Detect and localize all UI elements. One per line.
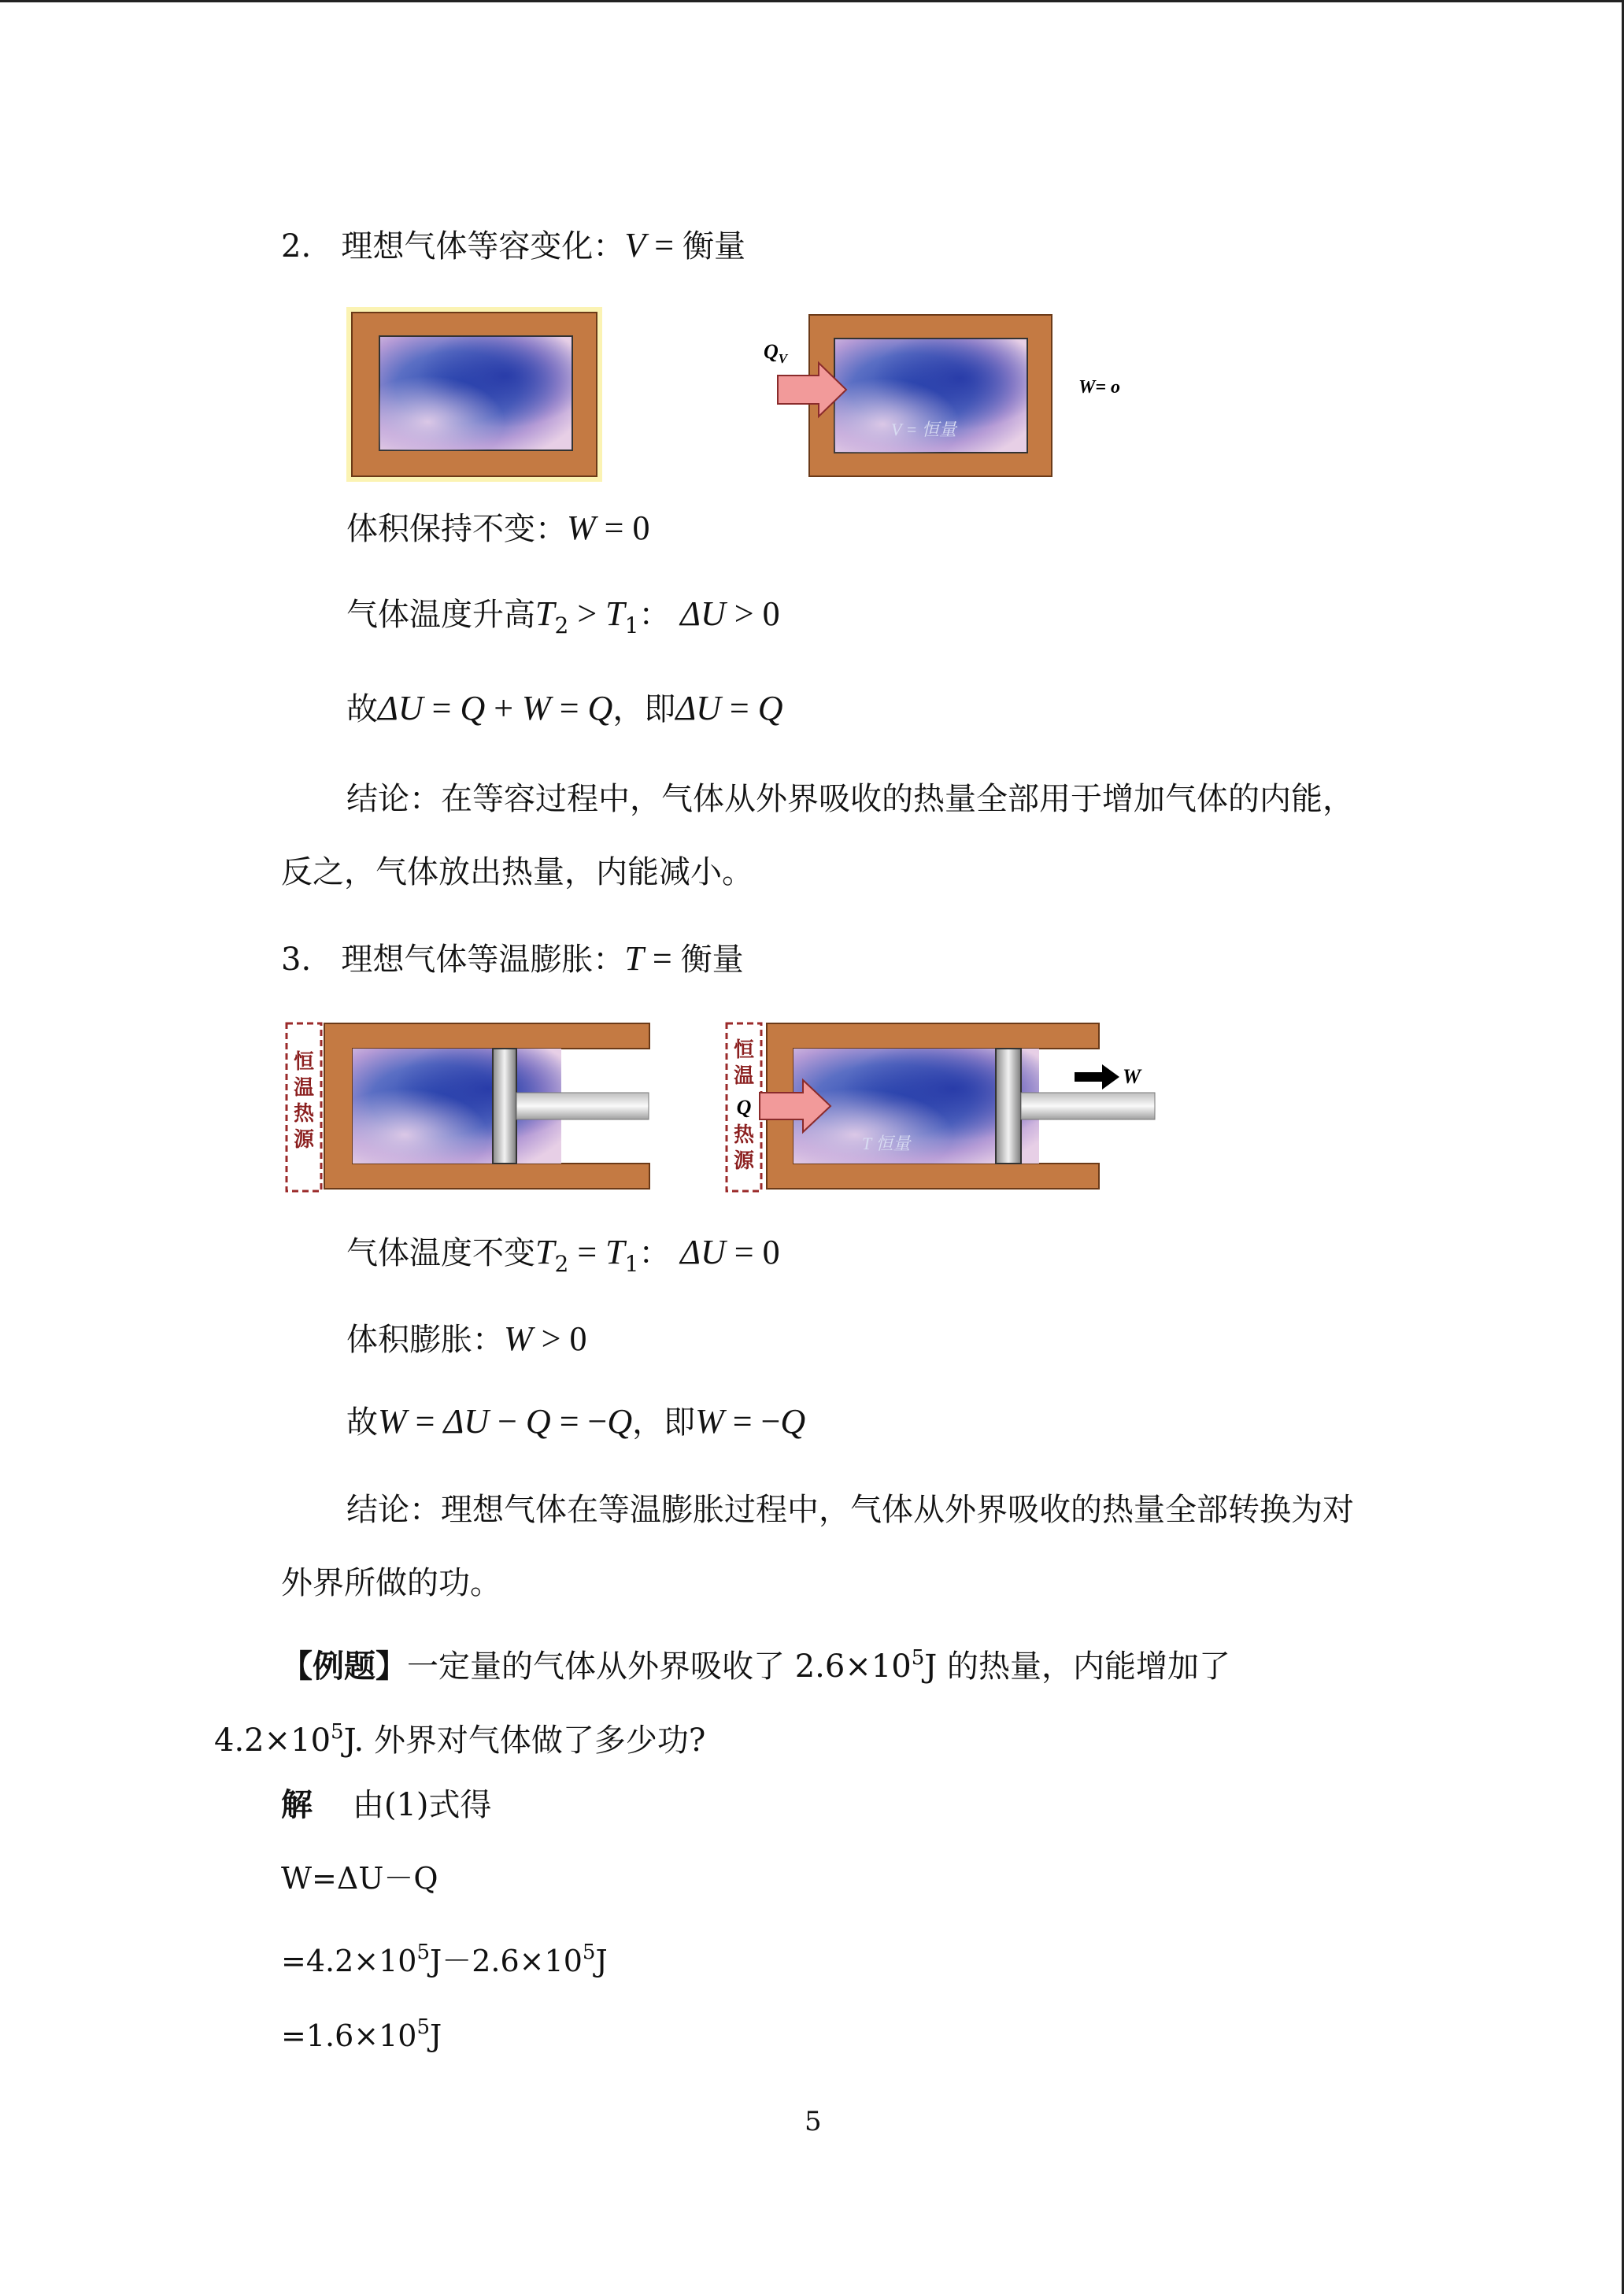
para-temp-constant xyxy=(346,1230,780,1286)
section-3-heading xyxy=(281,937,744,982)
math-var: Q xyxy=(460,689,486,727)
text: 体积膨胀： xyxy=(346,1322,504,1358)
math-var: ΔU xyxy=(680,1233,726,1271)
math-op: = − xyxy=(550,1402,608,1441)
superscript: 5 xyxy=(582,1941,596,1964)
conclusion-2-line-1: 结论：理想气体在等温膨胀过程中，气体从外界吸收的热量全部转换为对 xyxy=(346,1492,1354,1528)
subscript: 1 xyxy=(624,1251,639,1277)
example-tag: 【例题】 xyxy=(281,1648,407,1685)
para-therefore-2 xyxy=(346,1400,805,1445)
math-var: W xyxy=(522,689,551,727)
math-var: ΔU xyxy=(443,1402,490,1441)
math-var: ΔU xyxy=(378,689,424,727)
math-var: Q xyxy=(780,1402,806,1441)
example-line-1 xyxy=(281,1636,1230,1689)
math-var: W xyxy=(504,1319,533,1358)
section-title: 理想气体等温膨胀： xyxy=(341,942,625,978)
superscript: 5 xyxy=(416,2015,431,2039)
inner-label: T 恒量 xyxy=(862,1134,911,1153)
w-label: W= o xyxy=(1078,377,1121,398)
math-expr: = 0 xyxy=(725,1233,780,1271)
math-var: Q xyxy=(587,689,613,727)
solution-line-1: W=ΔU－Q xyxy=(281,1861,438,1896)
work-arrow-icon xyxy=(1075,1064,1119,1090)
isothermal-figure xyxy=(283,1016,1173,1197)
math-const: 衡量 xyxy=(683,228,746,265)
inner-label: V = 恒量 xyxy=(891,420,956,439)
text: 故 xyxy=(346,691,378,727)
w-label: W xyxy=(1123,1065,1141,1088)
math-var: W xyxy=(378,1402,407,1441)
conclusion-2-line-2: 外界所做的功。 xyxy=(281,1565,501,1601)
solution-tag: 解 xyxy=(281,1786,313,1823)
section-number: 2. xyxy=(281,228,312,265)
piston-rod xyxy=(516,1093,649,1119)
q-label: $Q_V$ xyxy=(764,340,788,366)
math-var: ΔU xyxy=(675,689,721,727)
piston-rod xyxy=(1021,1093,1155,1119)
svg-text:热: 热 xyxy=(733,1123,755,1147)
math-op: − xyxy=(489,1402,526,1441)
para-volume-constant xyxy=(346,506,649,551)
math-op: = xyxy=(406,1402,444,1441)
text: 一定量的气体从外界吸收了 2.6×10 xyxy=(407,1648,912,1685)
para-volume-expand xyxy=(346,1317,586,1362)
svg-text:温: 温 xyxy=(733,1064,755,1088)
svg-text:恒: 恒 xyxy=(293,1050,315,1074)
svg-text:热: 热 xyxy=(293,1102,315,1126)
math-op: = xyxy=(643,939,681,978)
math-var: T xyxy=(535,594,555,633)
math-op: = − xyxy=(723,1402,781,1441)
math-op: = xyxy=(568,1233,606,1271)
conclusion-1-line-1: 结论：在等容过程中，气体从外界吸收的热量全部用于增加气体的内能， xyxy=(346,781,1354,817)
math-var: T xyxy=(605,1233,625,1271)
math-op: > xyxy=(568,594,606,633)
text: J 的热量，内能增加了 xyxy=(924,1648,1231,1685)
svg-text:温: 温 xyxy=(293,1076,315,1100)
math-var: Q xyxy=(757,689,783,727)
piston xyxy=(493,1049,516,1164)
text: 4.2×10 xyxy=(214,1722,331,1759)
math-var: Q xyxy=(607,1402,633,1441)
text: 故 xyxy=(346,1404,378,1441)
text: ，即 xyxy=(632,1404,696,1441)
piston xyxy=(996,1049,1021,1164)
text: 气体温度不变 xyxy=(346,1235,535,1271)
math-expr: = 0 xyxy=(595,509,650,547)
math-op: + xyxy=(485,689,523,727)
conclusion-1-line-2: 反之，气体放出热量，内能减小。 xyxy=(281,854,753,890)
math-var: ΔU xyxy=(680,594,726,633)
svg-text:Q: Q xyxy=(736,1096,752,1119)
text: J xyxy=(430,2018,442,2053)
math-op: = xyxy=(550,689,588,727)
superscript: 5 xyxy=(911,1646,925,1670)
section-number: 3. xyxy=(281,942,312,978)
superscript: 5 xyxy=(416,1941,431,1964)
para-therefore-1 xyxy=(346,686,783,731)
punct: ： xyxy=(638,597,671,633)
solution-heading xyxy=(281,1783,492,1827)
superscript: 5 xyxy=(331,1720,344,1744)
section-title: 理想气体等容变化： xyxy=(341,228,625,265)
example-line-2 xyxy=(214,1710,705,1763)
text: 由(1)式得 xyxy=(352,1787,492,1823)
math-var: Q xyxy=(525,1402,551,1441)
math-var: T xyxy=(624,939,644,978)
svg-text:源: 源 xyxy=(733,1149,755,1173)
math-op: = xyxy=(423,689,461,727)
punct: ： xyxy=(638,1235,671,1271)
para-temp-rise xyxy=(346,592,780,648)
isochoric-figure xyxy=(346,303,1149,484)
svg-text:恒: 恒 xyxy=(733,1038,755,1062)
math-var: W xyxy=(695,1402,724,1441)
text: 体积保持不变： xyxy=(346,511,567,547)
text: =4.2×10 xyxy=(281,1944,417,1978)
text: J－2.6×10 xyxy=(430,1944,583,1978)
text: =1.6×10 xyxy=(281,2018,417,2053)
math-expr: > 0 xyxy=(532,1319,587,1358)
math-const: 衡量 xyxy=(680,942,744,978)
math-op: = xyxy=(720,689,758,727)
math-var: W xyxy=(567,509,596,547)
gas-cloud xyxy=(379,336,572,450)
text: J xyxy=(595,1944,608,1978)
text: ，即 xyxy=(612,691,676,727)
subscript: 2 xyxy=(554,612,569,638)
text: J. 外界对气体做了多少功? xyxy=(343,1722,706,1759)
solution-line-3 xyxy=(281,2005,442,2058)
math-expr: > 0 xyxy=(725,594,780,633)
math-var: T xyxy=(605,594,625,633)
section-2-heading xyxy=(281,224,745,268)
solution-line-2 xyxy=(281,1930,608,1983)
subscript: 2 xyxy=(554,1251,569,1277)
page-number: 5 xyxy=(805,2106,822,2137)
math-op: = xyxy=(646,226,683,265)
svg-text:源: 源 xyxy=(293,1128,315,1152)
math-var: V xyxy=(624,226,646,265)
text: 气体温度升高 xyxy=(346,597,535,633)
math-var: T xyxy=(535,1233,555,1271)
subscript: 1 xyxy=(624,612,639,638)
